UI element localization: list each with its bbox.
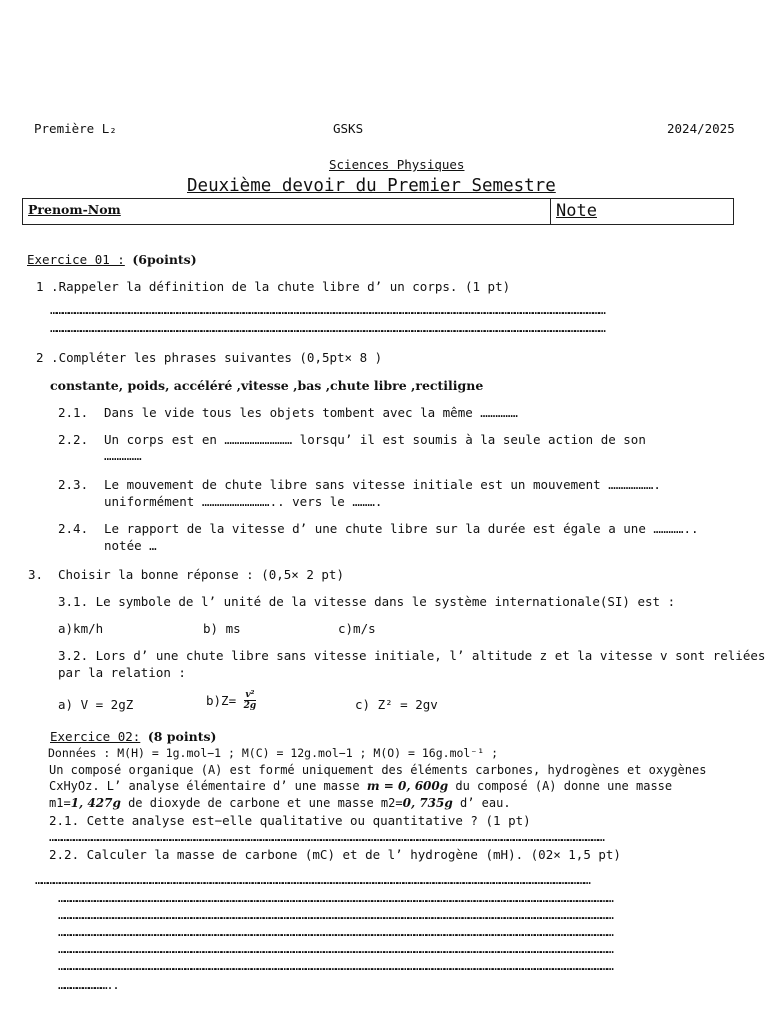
fraction-numerator: v² [245, 690, 255, 700]
problem-text: Un composé organique (A) est formé uniquement des éléments carbones, hydrogènes et oxygènes [49, 763, 707, 777]
text-span: du composé (A) donne une masse [448, 779, 673, 793]
option-c: c)m/s [338, 621, 376, 636]
answer-line: …………………………………………………………………………………………………………………………………………………………………………………………………………………………………………………… [49, 829, 604, 844]
answer-line-end: …………………….. [58, 977, 119, 992]
option-a: a)km/h [58, 621, 104, 636]
exercise-1-points: (6points) [132, 252, 197, 267]
item-number: 2.3. [58, 477, 89, 492]
answer-line: …………………………………………………………………………………………………………………………………………………………………………………………………………………………………………………… [58, 890, 613, 905]
sentence-2-4: Le rapport de la vitesse d’ une chute libre sur la durée est égale a une ………….. [104, 521, 699, 536]
answer-line: …………………………………………………………………………………………………………………………………………………………………………………………………………………………………………………… [50, 302, 605, 317]
note-field-label: Note [556, 201, 597, 221]
text-span: CxHyOz. L’ analyse élémentaire d’ une masse [49, 779, 367, 793]
answer-line: …………………………………………………………………………………………………………………………………………………………………………………………………………………………………………………… [35, 872, 590, 887]
exercise-2-points: (8 points) [147, 729, 217, 744]
fraction [244, 690, 257, 711]
answer-line: …………………………………………………………………………………………………………………………………………………………………………………………………………………………………………………… [58, 907, 613, 922]
header-year: 2024/2025 [667, 121, 735, 136]
option-a: a) V = 2gZ [58, 697, 134, 712]
name-note-box [22, 198, 734, 225]
item-number: 3. [28, 567, 44, 582]
sentence-2-2-cont: …………… [104, 448, 142, 463]
sentence-2-3-cont: uniformément ……………………….. vers le ………. [104, 494, 383, 509]
question-3: Choisir la bonne réponse : (0,5× 2 pt) [58, 567, 344, 582]
given-data: Données : M(H) = 1g.mol−1 ; M(C) = 12g.mol−1 ; M(O) = 16g.mol⁻¹ ; [48, 746, 499, 760]
question-2-2: 2.2. Calculer la masse de carbone (mC) et de l’ hydrogène (mH). (02× 1,5 pt) [49, 847, 621, 862]
answer-line: …………………………………………………………………………………………………………………………………………………………………………………………………………………………………………………… [58, 924, 613, 939]
sentence-2-2: Un corps est en ……………………… lorsqu’ il est soumis à la seule action de son [104, 432, 646, 447]
question-2: 2 .Compléter les phrases suivantes (0,5pt× 8 ) [36, 350, 383, 365]
fraction-denominator: 2g [243, 701, 257, 711]
text-span: de dioxyde de carbone et une masse m2= [120, 796, 403, 810]
exercise-2-label: Exercice 02: [50, 729, 141, 744]
answer-line: …………………………………………………………………………………………………………………………………………………………………………………………………………………………………………………… [50, 320, 605, 335]
item-number: 2.2. [58, 432, 89, 447]
name-field-label: Prenom-Nom [28, 202, 121, 217]
question-3-2: 3.2. Lors d’ une chute libre sans vitesse initiale, l’ altitude z et la vitesse v sont reliées [58, 648, 766, 663]
sentence-2-3: Le mouvement de chute libre sans vitesse initiale est un mouvement ………………. [104, 477, 661, 492]
sentence-2-4-cont: notée … [104, 538, 157, 553]
item-number: 2.4. [58, 521, 89, 536]
option-b: b) ms [203, 621, 241, 636]
problem-text [49, 796, 511, 810]
exercise-1-label: Exercice 01 : [27, 252, 125, 267]
question-3-2-cont: par la relation : [58, 665, 186, 680]
header-school: GSKS [333, 121, 364, 136]
option-b [206, 690, 256, 711]
item-number: 2.1. [58, 405, 89, 420]
exercise-2-heading [50, 729, 216, 744]
subject-title: Sciences Physiques [329, 157, 465, 172]
word-bank: constante, poids, accéléré ,vitesse ,bas ,chute libre ,rectiligne [50, 378, 484, 393]
mass-value: 1, 427g [70, 796, 121, 810]
mass-value: m = 0, 600g [366, 779, 449, 793]
text-span: m1= [49, 796, 71, 810]
page-title: Deuxième devoir du Premier Semestre [187, 176, 556, 196]
option-c: c) Z² = 2gv [355, 697, 438, 712]
exercise-1-heading [27, 252, 197, 267]
box-divider [550, 199, 551, 224]
option-b-label: b)Z= [206, 693, 237, 708]
problem-text [49, 779, 672, 793]
answer-line: …………………………………………………………………………………………………………………………………………………………………………………………………………………………………………………… [58, 941, 613, 956]
question-3-1: 3.1. Le symbole de l’ unité de la vitesse dans le système internationale(SI) est : [58, 594, 676, 609]
sentence-2-1: Dans le vide tous les objets tombent avec la même …………… [104, 405, 518, 420]
answer-line: …………………………………………………………………………………………………………………………………………………………………………………………………………………………………………………… [58, 958, 613, 973]
text-span: d’ eau. [452, 796, 511, 810]
question-1: 1 .Rappeler la définition de la chute libre d’ un corps. (1 pt) [36, 279, 511, 294]
last-dots: ……………………. [58, 977, 113, 992]
header-class: Première L₂ [34, 121, 117, 136]
question-2-1: 2.1. Cette analyse est−elle qualitative ou quantitative ? (1 pt) [49, 813, 531, 828]
mass-value: 0, 735g [402, 796, 453, 810]
